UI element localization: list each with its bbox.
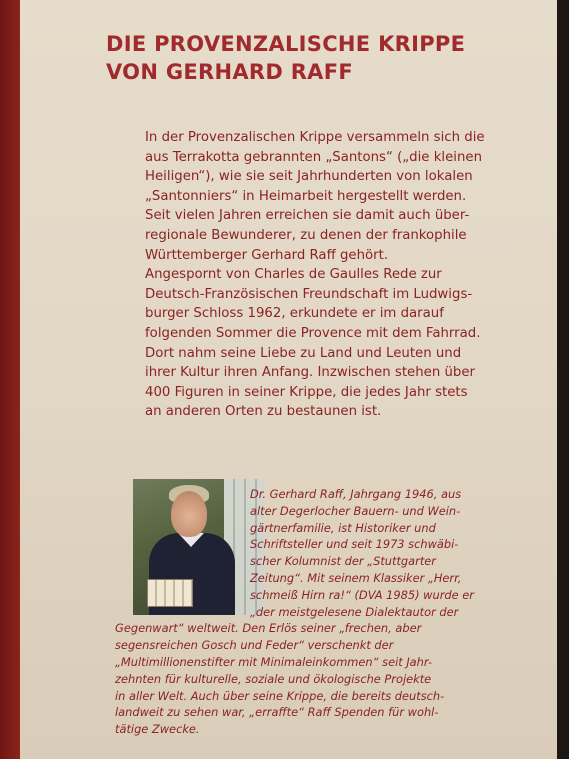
main-text-line: Dort nahm seine Liebe zu Land und Leuten und bbox=[145, 345, 462, 361]
main-text bbox=[145, 128, 530, 422]
main-text-line: Württemberger Gerhard Raff gehört. bbox=[145, 247, 389, 263]
bio-line: „der meistgelesene Dialektautor der bbox=[250, 604, 459, 619]
bio-line: Schriftsteller und seit 1973 schwäbi- bbox=[250, 537, 459, 552]
bio-text bbox=[115, 486, 565, 738]
main-text-line: Heiligen“), wie sie seit Jahrhunderten von lokalen bbox=[145, 169, 473, 185]
display-panel bbox=[20, 0, 557, 759]
title-line-1: DIE PROVENZALISCHE KRIPPE bbox=[106, 32, 466, 56]
main-text-line: aus Terrakotta gebrannten „Santons“ („die kleinen bbox=[145, 149, 483, 165]
main-text-line: Seit vielen Jahren erreichen sie damit auch über- bbox=[145, 208, 470, 224]
bio-line: in aller Welt. Auch über seine Krippe, die bereits deutsch- bbox=[115, 688, 445, 703]
main-text-line: folgenden Sommer die Provence mit dem Fahrrad. bbox=[145, 325, 481, 341]
bio-line: Zeitung“. Mit seinem Klassiker „Herr, bbox=[250, 570, 462, 585]
main-text-line: regionale Bewunderer, zu denen der frankophile bbox=[145, 227, 467, 243]
bio-line: Dr. Gerhard Raff, Jahrgang 1946, aus bbox=[250, 487, 462, 501]
main-text-line: Angespornt von Charles de Gaulles Rede zur bbox=[145, 267, 442, 283]
bio-line: „Multimillionenstifter mit Minimaleinkommen“ seit Jahr- bbox=[115, 654, 433, 669]
bio-line: gärtnerfamilie, ist Historiker und bbox=[250, 520, 436, 535]
main-text-line: an anderen Orten zu bestaunen ist. bbox=[145, 404, 382, 420]
bio-line: segensreichen Gosch und Feder“ verschenkt der bbox=[115, 638, 394, 653]
main-text-line: Deutsch-Französischen Freundschaft im Ludwigs- bbox=[145, 286, 473, 302]
bio-line: schmeiß Hirn ra!“ (DVA 1985) wurde er bbox=[250, 587, 474, 602]
title-line-2: VON GERHARD RAFF bbox=[106, 60, 354, 84]
main-text-line: „Santonniers“ in Heimarbeit hergestellt werden. bbox=[145, 188, 467, 204]
panel-title bbox=[106, 30, 526, 86]
bio-line: landweit zu sehen war, „erraffte“ Raff Spenden für wohl- bbox=[115, 705, 439, 720]
main-text-line: burger Schloss 1962, erkundete er im darauf bbox=[145, 306, 444, 322]
bio-line: tätige Zwecke. bbox=[115, 722, 200, 737]
main-text-line: 400 Figuren in seiner Krippe, die jedes Jahr stets bbox=[145, 384, 468, 400]
bio-line: zehnten für kulturelle, soziale und ökologische Projekte bbox=[115, 671, 432, 686]
bio-line: scher Kolumnist der „Stuttgarter bbox=[250, 554, 436, 569]
main-text-line: In der Provenzalischen Krippe versammeln sich die bbox=[145, 130, 485, 145]
bio-line: alter Degerlocher Bauern- und Wein- bbox=[250, 503, 461, 518]
red-edge-strip bbox=[0, 0, 20, 759]
main-text-line: ihrer Kultur ihren Anfang. Inzwischen stehen über bbox=[145, 365, 475, 381]
bio-line: Gegenwart“ weltweit. Den Erlös seiner „frechen, aber bbox=[115, 621, 422, 636]
